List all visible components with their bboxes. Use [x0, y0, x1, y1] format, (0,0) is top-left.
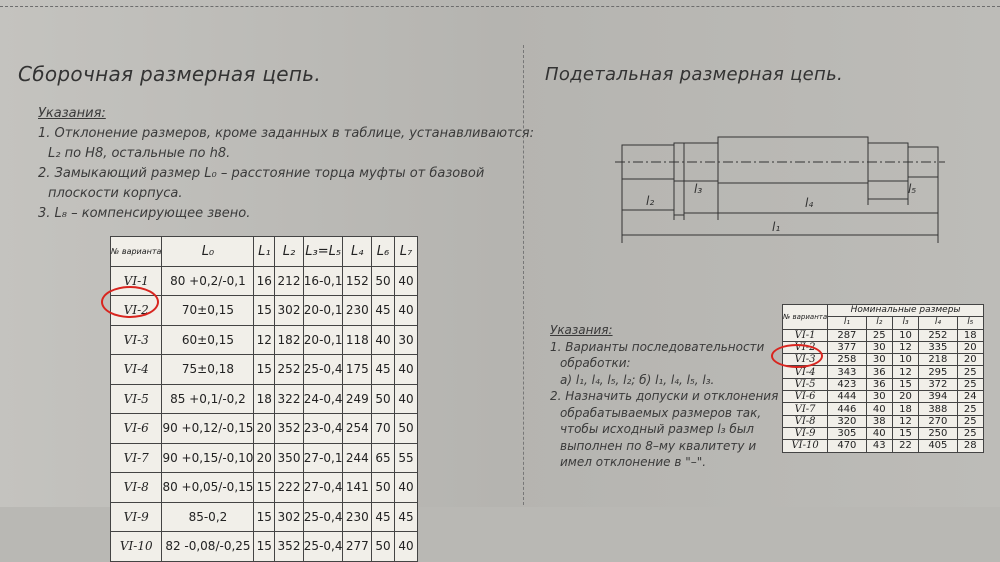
left-note-line: 1. Отклонение размеров, кроме заданных в таблице, устанавливаются: [38, 126, 534, 141]
group-header: Номинальные размеры [828, 305, 984, 317]
variant-header: № варианта [111, 237, 162, 267]
value-cell: 16 [254, 266, 275, 296]
value-cell: 20-0,1 [303, 325, 343, 355]
value-cell: 322 [275, 384, 304, 414]
value-cell: 50 [372, 266, 395, 296]
value-cell: 15 [892, 378, 918, 390]
label-l4: l₄ [805, 196, 814, 210]
value-cell: 43 [866, 440, 892, 452]
value-cell: 15 [254, 532, 275, 562]
column-header: L₆ [372, 237, 395, 267]
column-header: l₂ [866, 317, 892, 329]
right-note-line: имел отклонение в "–". [560, 455, 707, 469]
red-circle-annotation [771, 344, 823, 368]
value-cell: 446 [828, 403, 866, 415]
table-row [783, 391, 984, 403]
value-cell: 45 [395, 502, 418, 532]
value-cell: 25 [957, 403, 983, 415]
value-cell: 277 [343, 532, 372, 562]
value-cell: 15 [892, 427, 918, 439]
value-cell: 15 [254, 355, 275, 385]
value-cell: 25 [957, 427, 983, 439]
table-row [783, 329, 984, 341]
value-cell: 25 [957, 415, 983, 427]
table-row [111, 443, 418, 473]
value-cell: 15 [254, 296, 275, 326]
value-cell: 36 [866, 378, 892, 390]
variant-cell: VI-1 [783, 329, 828, 341]
value-cell: 20 [254, 414, 275, 444]
variant-cell: VI-6 [111, 414, 162, 444]
value-cell: 36 [866, 366, 892, 378]
variant-cell: VI-4 [783, 366, 828, 378]
value-cell: 141 [343, 473, 372, 503]
right-note-line: чтобы исходный размер l₃ был [560, 422, 754, 436]
table-row [111, 384, 418, 414]
right-note-line: 1. Варианты последовательности [550, 339, 765, 354]
value-cell: 75±0,18 [162, 355, 254, 385]
value-cell: 55 [395, 443, 418, 473]
value-cell: 20 [892, 391, 918, 403]
table-row [783, 440, 984, 452]
right-note-line: а) l₁, l₄, l₅, l₂; б) l₁, l₄, l₅, l₃. [560, 372, 715, 387]
red-circle-annotation [101, 286, 159, 318]
column-header: L₀ [162, 237, 254, 267]
column-header: l₃ [892, 317, 918, 329]
variant-cell: VI-3 [783, 354, 828, 366]
value-cell: 343 [828, 366, 866, 378]
value-cell: 377 [828, 341, 866, 353]
value-cell: 423 [828, 378, 866, 390]
value-cell: 40 [395, 532, 418, 562]
variant-header: № варианта [783, 305, 828, 330]
right-note-line: 2. Назначить допуски и отклонения [550, 389, 779, 403]
value-cell: 40 [372, 325, 395, 355]
value-cell: 20 [254, 443, 275, 473]
value-cell: 40 [395, 296, 418, 326]
variant-cell: VI-10 [783, 440, 828, 452]
variant-cell: VI-10 [111, 532, 162, 562]
left-note-line: L₂ по H8, остальные по h8. [48, 146, 231, 161]
value-cell: 20 [957, 354, 983, 366]
left-note-line: плоскости корпуса. [48, 186, 183, 201]
table-row [111, 414, 418, 444]
label-l3: l₃ [694, 182, 703, 196]
value-cell: 258 [828, 354, 866, 366]
variant-cell: VI-9 [111, 502, 162, 532]
column-header: L₁ [254, 237, 275, 267]
table-row [783, 378, 984, 390]
table-header-row [783, 305, 984, 317]
value-cell: 252 [275, 355, 304, 385]
value-cell: 15 [254, 502, 275, 532]
value-cell: 45 [372, 355, 395, 385]
value-cell: 287 [828, 329, 866, 341]
value-cell: 212 [275, 266, 304, 296]
variant-cell: VI-2 [783, 341, 828, 353]
value-cell: 25 [957, 366, 983, 378]
value-cell: 38 [866, 415, 892, 427]
value-cell: 18 [892, 403, 918, 415]
value-cell: 24 [957, 391, 983, 403]
label-l2: l₂ [646, 194, 655, 208]
value-cell: 50 [372, 384, 395, 414]
value-cell: 352 [275, 414, 304, 444]
value-cell: 250 [919, 427, 957, 439]
value-cell: 175 [343, 355, 372, 385]
value-cell: 470 [828, 440, 866, 452]
value-cell: 25 [957, 378, 983, 390]
variant-cell: VI-9 [783, 427, 828, 439]
value-cell: 350 [275, 443, 304, 473]
value-cell: 444 [828, 391, 866, 403]
table-row [783, 415, 984, 427]
value-cell: 244 [343, 443, 372, 473]
column-header: L₇ [395, 237, 418, 267]
value-cell: 30 [866, 354, 892, 366]
value-cell: 40 [395, 266, 418, 296]
table-row [783, 427, 984, 439]
value-cell: 372 [919, 378, 957, 390]
value-cell: 230 [343, 502, 372, 532]
variant-cell: VI-7 [111, 443, 162, 473]
value-cell: 335 [919, 341, 957, 353]
value-cell: 20-0,1 [303, 296, 343, 326]
variant-cell: VI-5 [783, 378, 828, 390]
value-cell: 70 [372, 414, 395, 444]
value-cell: 90 +0,15/-0,10 [162, 443, 254, 473]
variant-cell: VI-3 [111, 325, 162, 355]
variant-cell: VI-7 [783, 403, 828, 415]
right-title: Подетальная размерная цепь. [545, 64, 844, 85]
column-header: L₃=L₅ [303, 237, 343, 267]
value-cell: 45 [372, 296, 395, 326]
value-cell: 295 [919, 366, 957, 378]
value-cell: 24-0,4 [303, 384, 343, 414]
frame-line [0, 6, 1000, 7]
table-row [111, 473, 418, 503]
column-header: L₄ [343, 237, 372, 267]
assembly-table [110, 236, 418, 562]
value-cell: 15 [254, 473, 275, 503]
variant-cell: VI-2 [111, 296, 162, 326]
value-cell: 10 [892, 329, 918, 341]
table-row [111, 355, 418, 385]
value-cell: 12 [254, 325, 275, 355]
label-l5: l₅ [908, 182, 917, 196]
value-cell: 25-0,4 [303, 532, 343, 562]
variant-cell: VI-1 [111, 266, 162, 296]
right-notes-heading: Указания: [550, 323, 613, 337]
value-cell: 302 [275, 502, 304, 532]
value-cell: 40 [395, 473, 418, 503]
value-cell: 40 [866, 403, 892, 415]
variant-cell: VI-4 [111, 355, 162, 385]
value-cell: 27-0,1 [303, 443, 343, 473]
value-cell: 30 [395, 325, 418, 355]
table-row [111, 266, 418, 296]
value-cell: 40 [395, 355, 418, 385]
left-note-line: 2. Замыкающий размер L₀ – расстояние торца муфты от базовой [38, 166, 485, 181]
value-cell: 222 [275, 473, 304, 503]
value-cell: 16-0,1 [303, 266, 343, 296]
column-header: l₅ [957, 317, 983, 329]
shaft-drawing [600, 125, 950, 245]
value-cell: 40 [866, 427, 892, 439]
value-cell: 45 [372, 502, 395, 532]
variant-cell: VI-6 [783, 391, 828, 403]
value-cell: 320 [828, 415, 866, 427]
table-row [111, 502, 418, 532]
value-cell: 302 [275, 296, 304, 326]
column-header: l₁ [828, 317, 866, 329]
right-notes [550, 322, 778, 471]
value-cell: 30 [866, 391, 892, 403]
value-cell: 25-0,4 [303, 355, 343, 385]
value-cell: 50 [372, 532, 395, 562]
variant-cell: VI-8 [783, 415, 828, 427]
left-notes-heading: Указания: [38, 106, 106, 121]
value-cell: 10 [892, 354, 918, 366]
table-row [111, 532, 418, 562]
value-cell: 28 [957, 440, 983, 452]
column-header: l₄ [919, 317, 957, 329]
value-cell: 30 [866, 341, 892, 353]
value-cell: 12 [892, 366, 918, 378]
value-cell: 394 [919, 391, 957, 403]
column-header: L₂ [275, 237, 304, 267]
table-row [783, 366, 984, 378]
value-cell: 90 +0,12/-0,15 [162, 414, 254, 444]
value-cell: 85-0,2 [162, 502, 254, 532]
value-cell: 352 [275, 532, 304, 562]
value-cell: 50 [372, 473, 395, 503]
value-cell: 27-0,4 [303, 473, 343, 503]
value-cell: 249 [343, 384, 372, 414]
variant-cell: VI-5 [111, 384, 162, 414]
value-cell: 388 [919, 403, 957, 415]
value-cell: 60±0,15 [162, 325, 254, 355]
value-cell: 152 [343, 266, 372, 296]
value-cell: 218 [919, 354, 957, 366]
value-cell: 230 [343, 296, 372, 326]
value-cell: 118 [343, 325, 372, 355]
value-cell: 18 [254, 384, 275, 414]
table-row [783, 403, 984, 415]
value-cell: 254 [343, 414, 372, 444]
value-cell: 25-0,4 [303, 502, 343, 532]
value-cell: 82 -0,08/-0,25 [162, 532, 254, 562]
right-note-line: обрабатываемых размеров так, [560, 405, 762, 420]
value-cell: 12 [892, 415, 918, 427]
value-cell: 270 [919, 415, 957, 427]
left-note-line: 3. L₈ – компенсирующее звено. [38, 206, 251, 221]
value-cell: 70±0,15 [162, 296, 254, 326]
value-cell: 65 [372, 443, 395, 473]
left-notes [38, 104, 534, 224]
variant-cell: VI-8 [111, 473, 162, 503]
parts-table [782, 304, 984, 453]
label-l1: l₁ [772, 220, 781, 234]
value-cell: 12 [892, 341, 918, 353]
value-cell: 40 [395, 384, 418, 414]
value-cell: 80 +0,2/-0,1 [162, 266, 254, 296]
table-header-row [111, 237, 418, 267]
value-cell: 50 [395, 414, 418, 444]
value-cell: 20 [957, 341, 983, 353]
value-cell: 18 [957, 329, 983, 341]
value-cell: 252 [919, 329, 957, 341]
value-cell: 305 [828, 427, 866, 439]
right-note-line: обработки: [560, 356, 631, 370]
value-cell: 85 +0,1/-0,2 [162, 384, 254, 414]
value-cell: 182 [275, 325, 304, 355]
value-cell: 80 +0,05/-0,15 [162, 473, 254, 503]
value-cell: 25 [866, 329, 892, 341]
value-cell: 23-0,4 [303, 414, 343, 444]
left-title: Сборочная размерная цепь. [18, 62, 322, 86]
right-note-line: выполнен по 8–му квалитету и [560, 438, 757, 453]
value-cell: 405 [919, 440, 957, 452]
table-row [111, 325, 418, 355]
value-cell: 22 [892, 440, 918, 452]
